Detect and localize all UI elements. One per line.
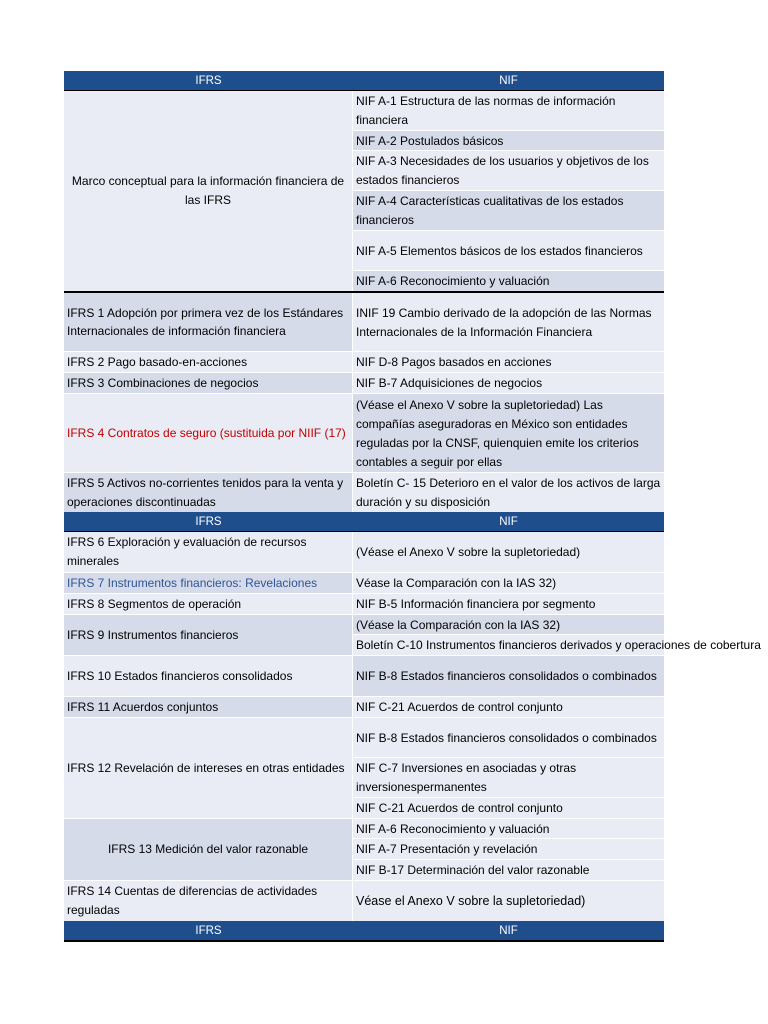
ifrs-cell: IFRS 10 Estados financieros consolidados [64,656,353,696]
nif-cell: (Véase la Comparación con la IAS 32) [353,615,664,635]
ifrs-cell: IFRS 8 Segmentos de operación [64,594,353,614]
nif-cell: INIF 19 Cambio derivado de la adopción de las Normas Internacionales de la Información Financiera [353,293,664,351]
nif-cell: Boletín C-10 Instrumentos financieros derivados y operaciones de cobertura [353,635,664,655]
ifrs-cell: IFRS 1 Adopción por primera vez de los Estándares Internacionales de información financiera [64,293,353,351]
comparison-table [64,71,761,942]
table-row [64,473,664,512]
table-row [64,373,664,394]
table-row [64,697,664,718]
nif-cell: NIF A-6 Reconocimiento y valuación [353,819,664,839]
nif-cell: NIF A-4 Características cualitativas de los estados financieros [353,191,664,231]
table-row [64,532,664,573]
header-ifrs: IFRS [195,515,222,528]
nif-cell: Véase el Anexo V sobre la supletoriedad) [353,881,664,921]
table-row [64,819,664,881]
nif-cell: NIF A-6 Reconocimiento y valuación [353,271,664,291]
table-row [64,594,664,615]
table-row [64,573,664,594]
nif-cell: NIF B-5 Información financiera por segmento [353,594,664,614]
ifrs-cell: IFRS 14 Cuentas de diferencias de actividades reguladas [64,881,353,921]
nif-cell: NIF A-2 Postulados básicos [353,131,664,151]
table-row [64,656,664,697]
header-nif: NIF [499,515,518,528]
ifrs-cell: IFRS 4 Contratos de seguro (sustituida por NIIF (17) [64,394,353,472]
nif-cell: Boletín C- 15 Deterioro en el valor de los activos de larga duración y su disposición [353,473,664,512]
nif-cell: NIF A-5 Elementos básicos de los estados financieros [353,231,664,271]
table-header [64,921,664,942]
nif-cell: NIF C-21 Acuerdos de control conjunto [353,697,664,717]
ifrs-cell: IFRS 2 Pago basado-en-acciones [64,352,353,372]
nif-cell: NIF A-3 Necesidades de los usuarios y objetivos de los estados financieros [353,151,664,191]
table-row [64,352,664,373]
nif-cell: NIF A-1 Estructura de las normas de información financiera [353,91,664,131]
header-ifrs: IFRS [195,74,222,87]
header-ifrs: IFRS [195,924,222,937]
ifrs-cell: IFRS 12 Revelación de intereses en otras entidades [64,718,353,818]
ifrs-cell: IFRS 5 Activos no-corrientes tenidos para la venta y operaciones discontinuadas [64,473,353,512]
nif-cell: (Véase el Anexo V sobre la supletoriedad) Las compañías aseguradoras en México son entidades reguladas por la CNSF, quienquien emite los criterios contables a seguir por ellas [353,394,664,472]
table-row [64,615,761,656]
table-header [64,71,664,91]
table-row [64,881,664,921]
ifrs-cell: IFRS 13 Medición del valor razonable [64,819,353,880]
nif-cell: Véase la Comparación con la IAS 32) [353,573,664,593]
table-row [64,718,664,819]
ifrs-cell: Marco conceptual para la información financiera de las IFRS [64,91,353,291]
nif-cell: NIF B-8 Estados financieros consolidados o combinados [353,656,664,696]
ifrs-cell: IFRS 3 Combinaciones de negocios [64,373,353,393]
ifrs-cell: IFRS 7 Instrumentos financieros: Revelaciones [64,573,353,593]
nif-cell: NIF C-7 Inversiones en asociadas y otras inversionespermanentes [353,758,664,798]
table-row [64,394,664,473]
ifrs-cell: IFRS 11 Acuerdos conjuntos [64,697,353,717]
header-nif: NIF [499,74,518,87]
table-row [64,293,664,352]
nif-cell: NIF A-7 Presentación y revelación [353,839,664,860]
nif-cell: NIF B-17 Determinación del valor razonable [353,860,664,880]
nif-cell: NIF B-8 Estados financieros consolidados o combinados [353,718,664,758]
ifrs-cell: IFRS 9 Instrumentos financieros [64,615,353,655]
table-header [64,512,664,532]
nif-cell: (Véase el Anexo V sobre la supletoriedad) [353,532,664,572]
table-row [64,91,664,293]
nif-cell: NIF D-8 Pagos basados en acciones [353,352,664,372]
nif-cell: NIF C-21 Acuerdos de control conjunto [353,798,664,818]
ifrs-cell: IFRS 6 Exploración y evaluación de recursos minerales [64,532,353,572]
header-nif: NIF [499,924,518,937]
nif-cell: NIF B-7 Adquisiciones de negocios [353,373,664,393]
